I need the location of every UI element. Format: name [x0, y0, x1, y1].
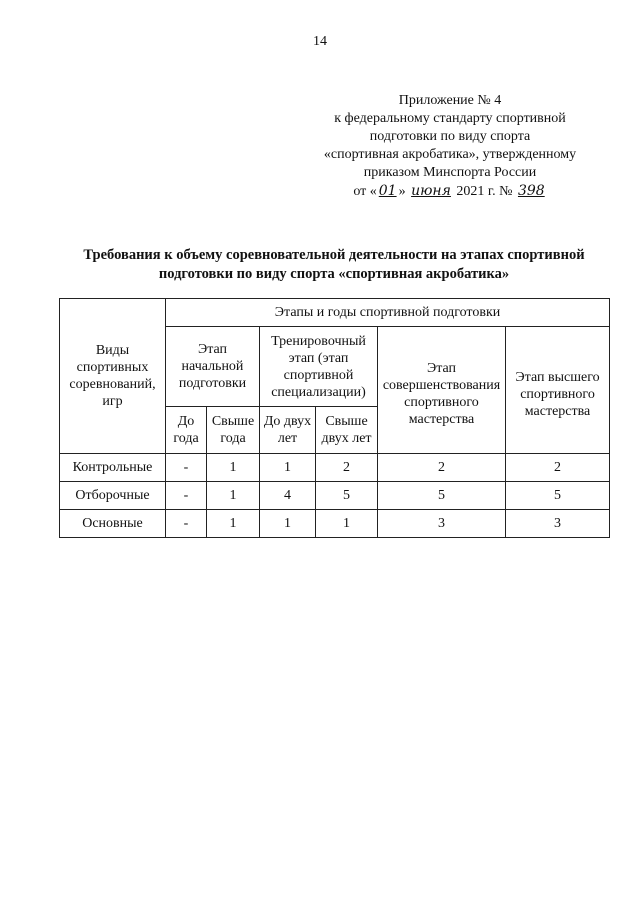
cell-value: 1	[260, 454, 316, 482]
appendix-line-3: подготовки по виду спорта	[369, 129, 531, 144]
table-row	[60, 510, 610, 538]
cell-value: 1	[207, 482, 260, 510]
cell-value: 2	[506, 454, 610, 482]
appendix-date-line	[300, 182, 600, 201]
header-stages-group: Этапы и годы спортивной подготовки	[166, 299, 610, 327]
cell-value: 5	[316, 482, 378, 510]
row-label: Контрольные	[60, 454, 166, 482]
cell-value: 5	[506, 482, 610, 510]
cell-value: 2	[378, 454, 506, 482]
header-stage-improvement: Этап совершенствования спортивного мастерства	[378, 327, 506, 454]
row-label: Основные	[60, 510, 166, 538]
handwritten-order-number: 398	[517, 183, 545, 199]
page-number: 14	[313, 34, 327, 49]
appendix-line-2: к федеральному стандарту спортивной	[334, 111, 566, 126]
cell-value: 3	[378, 510, 506, 538]
date-year: 2021 г. №	[456, 184, 513, 199]
subheader-up-to-two-years: До двух лет	[260, 407, 316, 454]
header-stage-training: Тренировочный этап (этап спортивной специализации)	[260, 327, 378, 407]
cell-value: -	[166, 482, 207, 510]
cell-value: 5	[378, 482, 506, 510]
row-label: Отборочные	[60, 482, 166, 510]
title-line-2: подготовки по виду спорта «спортивная акробатика»	[158, 266, 510, 282]
date-prefix: от «	[353, 184, 377, 199]
appendix-block	[300, 92, 600, 201]
header-competition-types: Виды спортивных соревнований, игр	[60, 299, 166, 454]
cell-value: 3	[506, 510, 610, 538]
subheader-up-to-year: До года	[166, 407, 207, 454]
appendix-line-5: приказом Минспорта России	[363, 165, 537, 180]
title-line-1: Требования к объему соревновательной деятельности на этапах спортивной	[83, 247, 585, 263]
handwritten-day: 01	[378, 183, 397, 199]
document-title	[60, 246, 608, 284]
appendix-line-4: «спортивная акробатика», утвержденному	[323, 147, 577, 162]
cell-value: 4	[260, 482, 316, 510]
header-stage-initial: Этап начальной подготовки	[166, 327, 260, 407]
cell-value: 1	[316, 510, 378, 538]
cell-value: 1	[260, 510, 316, 538]
cell-value: -	[166, 454, 207, 482]
cell-value: 1	[207, 510, 260, 538]
cell-value: 1	[207, 454, 260, 482]
date-mid: »	[398, 184, 406, 199]
subheader-over-year: Свыше года	[207, 407, 260, 454]
cell-value: -	[166, 510, 207, 538]
handwritten-month: июня	[411, 183, 451, 199]
table-row	[60, 454, 610, 482]
appendix-line-1: Приложение № 4	[398, 93, 502, 108]
requirements-table	[59, 298, 610, 538]
table-row	[60, 482, 610, 510]
cell-value: 2	[316, 454, 378, 482]
subheader-over-two-years: Свыше двух лет	[316, 407, 378, 454]
header-stage-highest: Этап высшего спортивного мастерства	[506, 327, 610, 454]
